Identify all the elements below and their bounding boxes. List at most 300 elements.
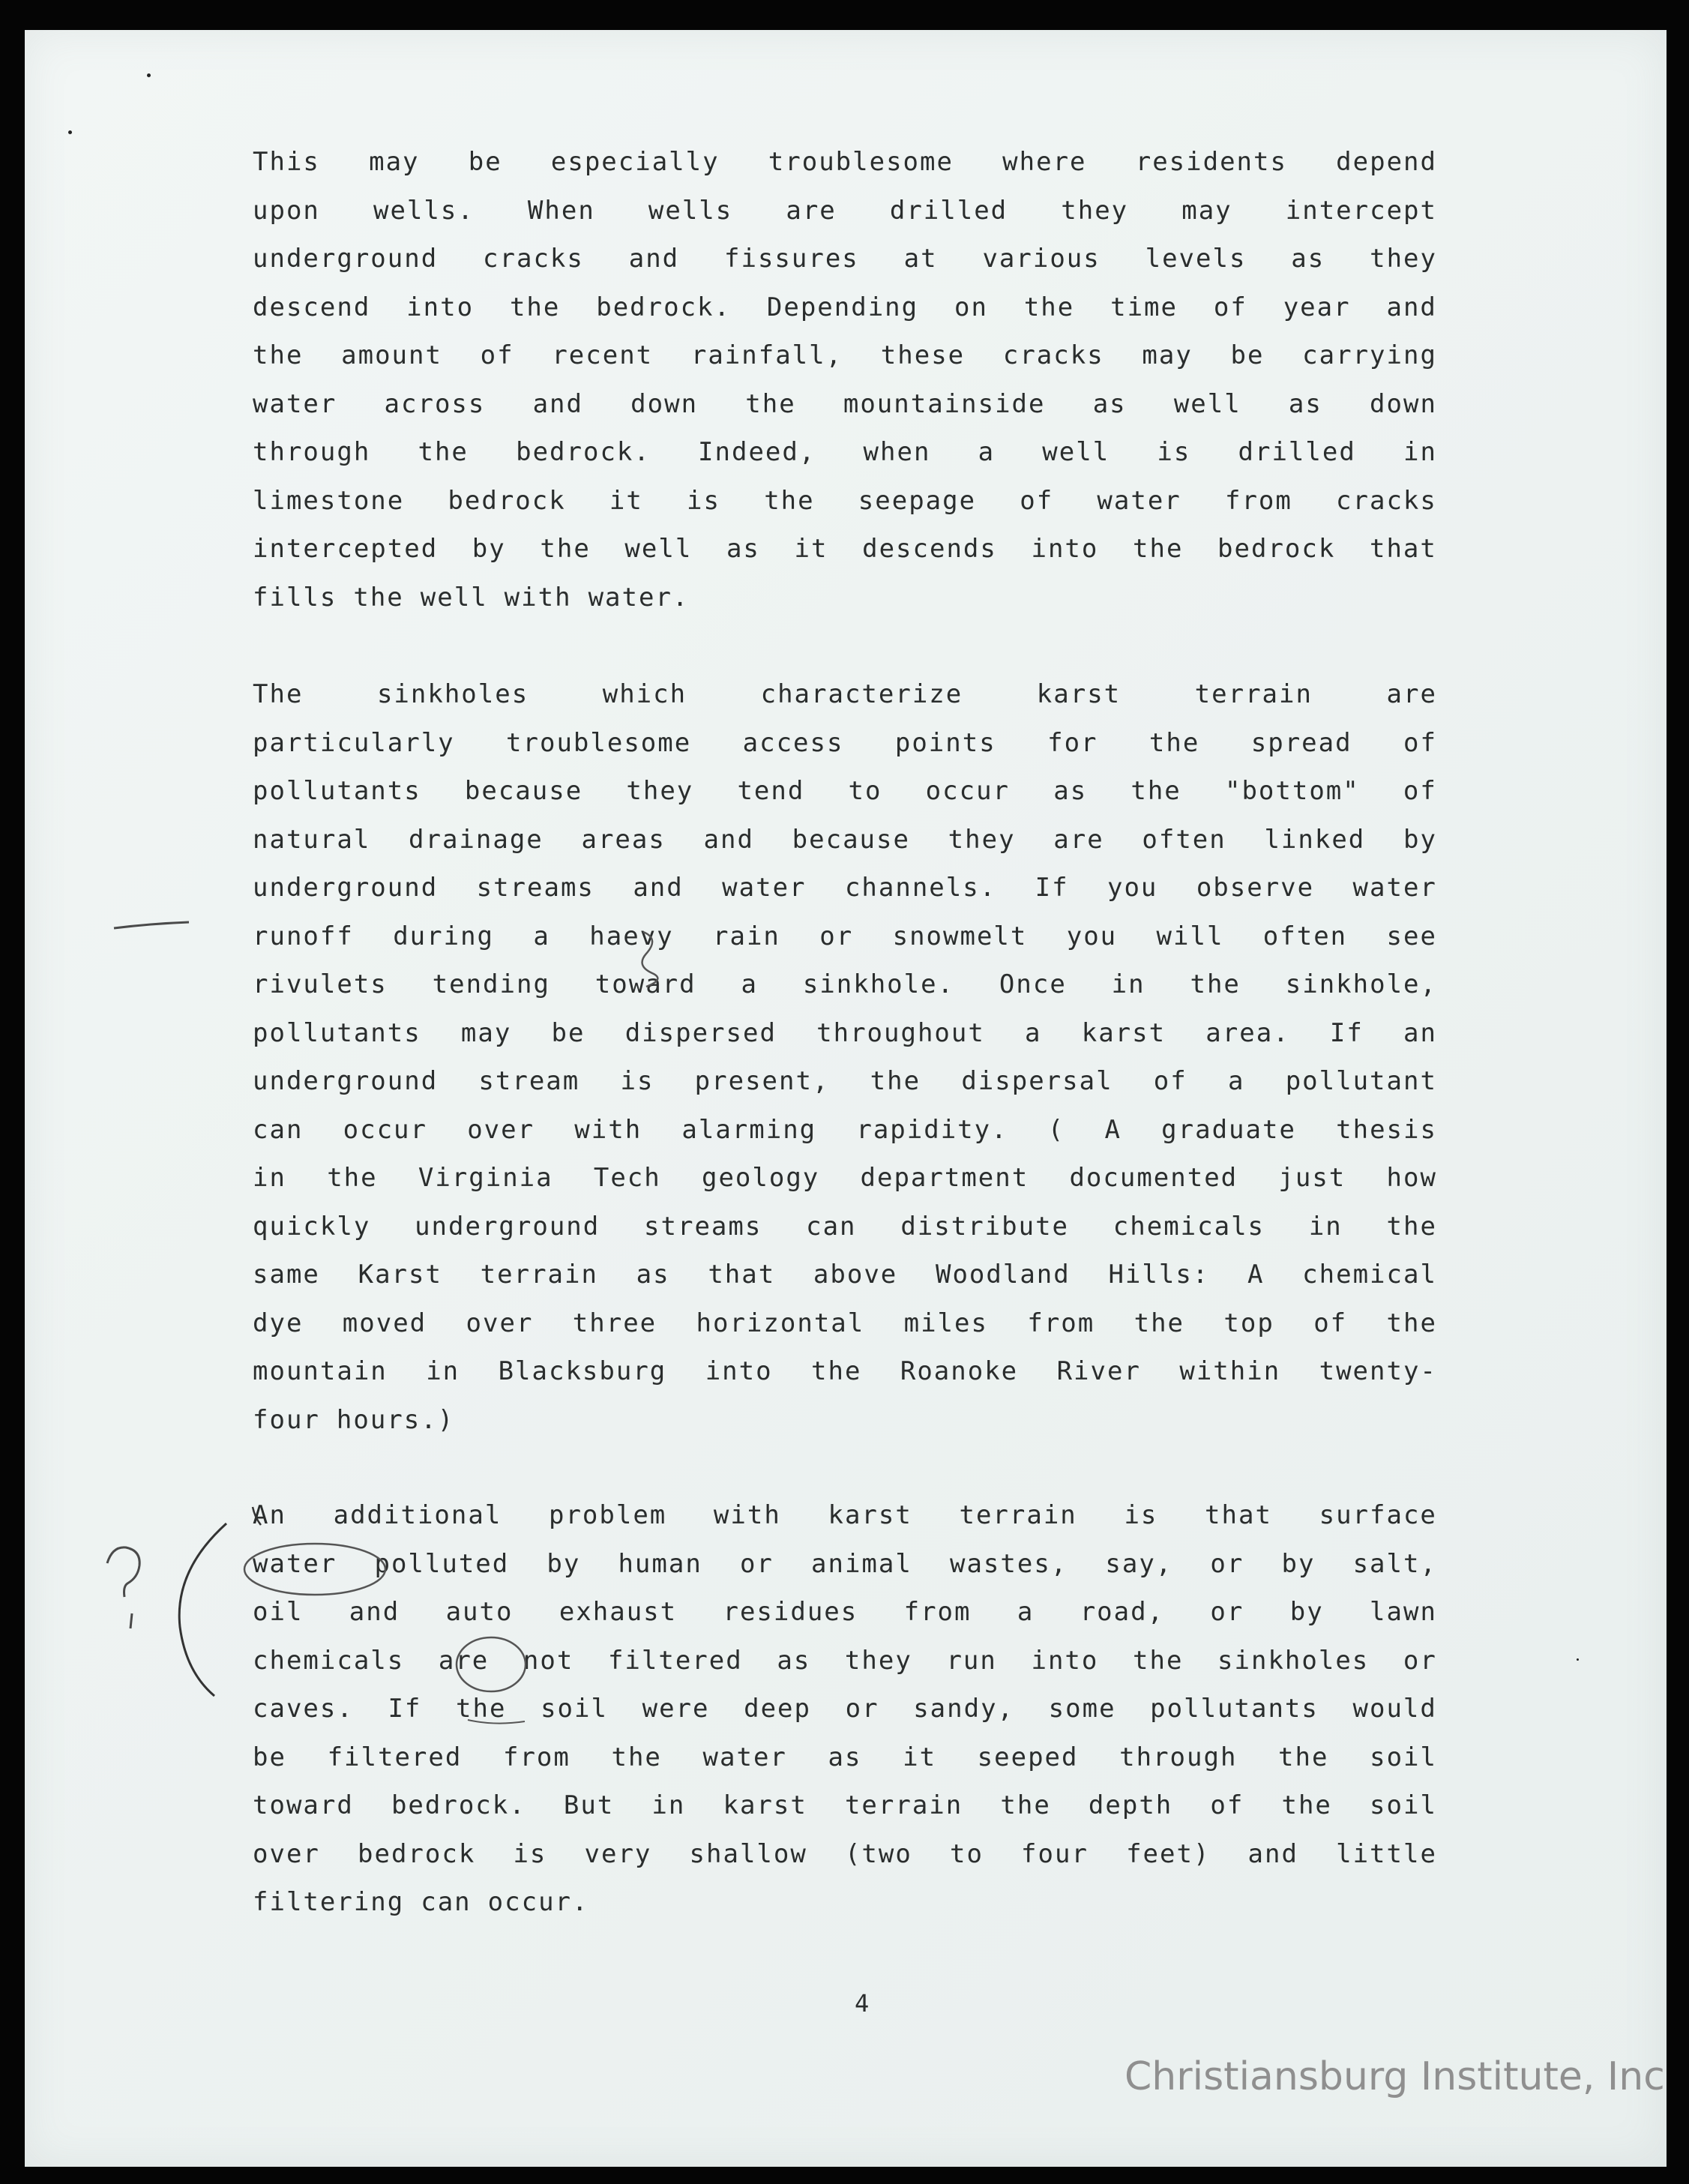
word: they xyxy=(1370,244,1437,274)
word: occur. xyxy=(487,1887,589,1917)
word: the xyxy=(611,1742,662,1772)
word: particularly xyxy=(253,727,455,758)
word: above xyxy=(813,1260,898,1290)
word: the xyxy=(870,1066,921,1096)
word: road, xyxy=(1080,1597,1165,1627)
text-line xyxy=(253,1637,1437,1685)
word: thesis xyxy=(1336,1114,1437,1145)
word: occur xyxy=(925,776,1011,806)
word: haevy xyxy=(589,921,674,951)
word: the xyxy=(1278,1742,1329,1772)
paragraph-wells xyxy=(253,138,1437,622)
word: into xyxy=(705,1356,773,1386)
word: the xyxy=(1133,534,1184,564)
word: toward xyxy=(594,969,696,999)
word: well xyxy=(420,582,488,613)
word: are xyxy=(1053,824,1104,855)
word: moved xyxy=(342,1308,427,1338)
word: water xyxy=(1352,873,1437,903)
word: additional xyxy=(333,1500,502,1530)
word: problem xyxy=(548,1500,667,1530)
word: be xyxy=(551,1017,585,1048)
word: a xyxy=(1025,1017,1042,1048)
text-line xyxy=(253,283,1437,332)
word: is xyxy=(687,485,720,516)
text-line xyxy=(253,1878,1437,1927)
word: linked xyxy=(1264,824,1366,855)
text-line xyxy=(253,912,1437,961)
word: the xyxy=(811,1356,862,1386)
word: the xyxy=(1133,1645,1184,1676)
word: Virginia xyxy=(418,1163,553,1193)
word: the xyxy=(509,292,561,322)
word: sinkhole, xyxy=(1285,969,1437,999)
word: documented xyxy=(1069,1163,1238,1193)
word: Blacksburg xyxy=(498,1356,667,1386)
word: by xyxy=(1289,1597,1324,1627)
word: depth xyxy=(1088,1790,1173,1820)
word: If xyxy=(388,1694,422,1724)
word: the xyxy=(764,485,815,516)
word: for xyxy=(1047,727,1098,758)
word: four xyxy=(1021,1838,1089,1869)
word: drainage xyxy=(409,824,544,855)
word: the xyxy=(1000,1790,1051,1820)
word: as xyxy=(1053,776,1088,806)
word: auto xyxy=(445,1597,514,1627)
text-line xyxy=(253,1491,1437,1540)
text-line xyxy=(253,1733,1437,1782)
word: and xyxy=(628,244,680,274)
word: the xyxy=(1130,776,1181,806)
text-line xyxy=(253,428,1437,477)
word: from xyxy=(903,1597,972,1627)
word: characterize xyxy=(760,679,963,709)
word: intercept xyxy=(1285,195,1437,226)
word: is xyxy=(620,1066,654,1096)
word: or xyxy=(1210,1597,1244,1627)
word: because xyxy=(792,824,910,855)
word: into xyxy=(1031,534,1099,564)
word: you xyxy=(1107,873,1158,903)
text-line xyxy=(253,816,1437,864)
word: the xyxy=(1023,292,1075,322)
word: terrain xyxy=(844,1790,963,1820)
word: where xyxy=(1002,147,1087,177)
word: cracks xyxy=(1002,340,1104,370)
text-line xyxy=(253,1057,1437,1106)
word: alarming xyxy=(681,1114,817,1145)
word: is xyxy=(1157,437,1191,467)
word: bedrock xyxy=(448,485,566,516)
word: often xyxy=(1142,824,1226,855)
page-number: 4 xyxy=(855,1989,870,2018)
text-line xyxy=(253,1830,1437,1879)
word: is xyxy=(513,1838,547,1869)
word: pollutant xyxy=(1285,1066,1437,1096)
word: pollutants xyxy=(1150,1694,1319,1724)
word: they xyxy=(948,824,1016,855)
word: into xyxy=(406,292,475,322)
word: spread xyxy=(1250,727,1352,758)
word: are xyxy=(1386,679,1437,709)
word: A xyxy=(1247,1260,1265,1290)
word: residents xyxy=(1135,147,1287,177)
word: soil xyxy=(1370,1742,1437,1772)
word: by xyxy=(547,1548,581,1579)
word: are xyxy=(438,1645,490,1676)
word: three xyxy=(572,1308,657,1338)
word: down xyxy=(1370,388,1437,419)
word: When xyxy=(527,195,595,226)
word: toward xyxy=(253,1790,354,1820)
word: well xyxy=(1173,388,1241,419)
word: in xyxy=(651,1790,686,1820)
text-line xyxy=(253,1251,1437,1299)
word: A xyxy=(1104,1114,1122,1145)
word: River xyxy=(1056,1356,1141,1386)
word: through xyxy=(253,437,371,467)
word: an xyxy=(1403,1017,1437,1048)
word: into xyxy=(1031,1645,1099,1676)
word: rapidity. xyxy=(856,1114,1008,1145)
word: of xyxy=(1210,1790,1244,1820)
word: as xyxy=(1092,388,1127,419)
word: descends xyxy=(862,534,997,564)
word: time xyxy=(1110,292,1178,322)
word: in xyxy=(1403,437,1437,467)
word: how xyxy=(1386,1163,1437,1193)
word: If xyxy=(1035,873,1069,903)
word: or xyxy=(739,1548,774,1579)
word: can xyxy=(253,1114,304,1145)
word: and xyxy=(532,388,583,419)
word: four xyxy=(253,1404,320,1435)
word: chemicals xyxy=(1113,1211,1265,1242)
word: deep xyxy=(744,1694,811,1724)
word: through xyxy=(1119,1742,1238,1772)
word: sinkhole. xyxy=(802,969,955,999)
word: very xyxy=(584,1838,652,1869)
word: wells xyxy=(648,195,733,226)
word: geology xyxy=(701,1163,820,1193)
word: dispersed xyxy=(624,1017,777,1048)
word: karst xyxy=(1036,679,1122,709)
word: water. xyxy=(588,582,690,613)
word: and xyxy=(633,873,684,903)
text-line xyxy=(253,235,1437,283)
word: a xyxy=(978,437,996,467)
word: residues xyxy=(723,1597,858,1627)
word: see xyxy=(1386,921,1437,951)
word: depend xyxy=(1336,147,1437,177)
word: runoff xyxy=(253,921,354,951)
word: the xyxy=(327,1163,378,1193)
word: rivulets xyxy=(253,969,388,999)
word: often xyxy=(1262,921,1348,951)
word: is xyxy=(1124,1500,1158,1530)
word: cracks xyxy=(483,244,584,274)
word: well xyxy=(1042,437,1110,467)
word: from xyxy=(502,1742,570,1772)
word: they xyxy=(844,1645,912,1676)
word: karst xyxy=(1081,1017,1166,1048)
word: Woodland xyxy=(935,1260,1071,1290)
word: (two xyxy=(844,1838,912,1869)
word: terrain xyxy=(480,1260,598,1290)
word: caves. xyxy=(253,1694,354,1724)
word: hours.) xyxy=(336,1404,455,1435)
word: be xyxy=(468,147,502,177)
word: or xyxy=(845,1694,879,1724)
word: not xyxy=(523,1645,574,1676)
word: the xyxy=(745,388,796,419)
word: surface xyxy=(1319,1500,1437,1530)
word: and xyxy=(1247,1838,1298,1869)
word: descend xyxy=(253,292,371,322)
word: various xyxy=(982,244,1101,274)
word: Indeed, xyxy=(698,437,816,467)
word: of xyxy=(1403,727,1437,758)
word: water xyxy=(253,388,337,419)
text-line xyxy=(253,477,1437,526)
word: tending xyxy=(432,969,550,999)
word: filtering xyxy=(253,1887,405,1917)
text-line xyxy=(253,1299,1437,1348)
word: that xyxy=(708,1260,776,1290)
text-line xyxy=(253,1781,1437,1830)
word: drilled xyxy=(889,195,1008,226)
word: natural xyxy=(253,824,371,855)
word: the xyxy=(1386,1211,1437,1242)
text-line xyxy=(253,187,1437,235)
word: sinkholes xyxy=(376,679,529,709)
word: it xyxy=(794,534,828,564)
text-line xyxy=(253,1685,1437,1733)
word: oil xyxy=(253,1597,304,1627)
word: run xyxy=(946,1645,997,1676)
word: they xyxy=(626,776,694,806)
word: points xyxy=(894,727,996,758)
word: carrying xyxy=(1302,340,1437,370)
text-line xyxy=(253,138,1437,187)
word: of xyxy=(1313,1308,1348,1338)
word: exhaust xyxy=(559,1597,678,1627)
word: lawn xyxy=(1370,1597,1437,1627)
text-line xyxy=(253,1396,1437,1445)
word: the xyxy=(253,340,304,370)
word: seepage xyxy=(858,485,977,516)
word: Hills: xyxy=(1108,1260,1210,1290)
word: of xyxy=(1403,776,1437,806)
word: were xyxy=(642,1694,710,1724)
word: graduate xyxy=(1161,1114,1296,1145)
word: say, xyxy=(1105,1548,1173,1579)
word: as xyxy=(828,1742,862,1772)
word: be xyxy=(1230,340,1265,370)
word: areas xyxy=(581,824,666,855)
word: department xyxy=(860,1163,1029,1193)
word: Depending xyxy=(766,292,919,322)
word: just xyxy=(1278,1163,1346,1193)
word: they xyxy=(1061,195,1129,226)
paragraph-surface-water xyxy=(253,1491,1437,1927)
word: in xyxy=(1308,1211,1343,1242)
word: from xyxy=(1224,485,1292,516)
word: which xyxy=(602,679,687,709)
word: wastes, xyxy=(949,1548,1068,1579)
word: sinkholes xyxy=(1217,1645,1370,1676)
word: terrain xyxy=(1194,679,1313,709)
word: dye xyxy=(253,1308,304,1338)
word: wells. xyxy=(373,195,475,226)
word: troublesome xyxy=(768,147,954,177)
text-line xyxy=(253,1540,1437,1589)
text-line xyxy=(253,380,1437,429)
word: or xyxy=(1403,1645,1437,1676)
word: water xyxy=(253,1548,337,1579)
text-line xyxy=(253,864,1437,912)
text-line xyxy=(253,767,1437,816)
word: area. xyxy=(1205,1017,1290,1048)
word: underground xyxy=(253,244,439,274)
text-line xyxy=(253,719,1437,768)
word: by xyxy=(1403,824,1437,855)
word: quickly xyxy=(253,1211,371,1242)
word: on xyxy=(954,292,988,322)
word: Tech xyxy=(593,1163,661,1193)
word: these xyxy=(880,340,966,370)
word: of xyxy=(1213,292,1247,322)
word: ( xyxy=(1047,1114,1065,1145)
word: can xyxy=(806,1211,857,1242)
word: will xyxy=(1156,921,1224,951)
word: or xyxy=(1210,1548,1244,1579)
text-line xyxy=(253,960,1437,1009)
word: throughout xyxy=(816,1017,985,1048)
word: and xyxy=(1386,292,1437,322)
word: the xyxy=(1281,1790,1332,1820)
word: are xyxy=(786,195,837,226)
word: over xyxy=(467,1114,535,1145)
word: Roanoke xyxy=(900,1356,1019,1386)
word: a xyxy=(1017,1597,1035,1627)
text-line xyxy=(253,525,1437,574)
word: rain xyxy=(713,921,780,951)
word: may xyxy=(369,147,420,177)
word: levels xyxy=(1145,244,1247,274)
watermark: Christiansburg Institute, Inc xyxy=(1125,2054,1665,2099)
word: the xyxy=(1190,969,1241,999)
word: water xyxy=(722,873,807,903)
word: salt, xyxy=(1352,1548,1437,1579)
word: amount xyxy=(341,340,442,370)
word: in xyxy=(1111,969,1145,999)
word: upon xyxy=(253,195,320,226)
word: the xyxy=(540,534,591,564)
word: miles xyxy=(903,1308,988,1338)
word: of xyxy=(480,340,514,370)
word: pollutants xyxy=(253,776,421,806)
word: bedrock. xyxy=(516,437,651,467)
word: karst xyxy=(723,1790,807,1820)
word: Once xyxy=(999,969,1067,999)
paragraph-sinkholes xyxy=(253,670,1437,1444)
word: the xyxy=(1386,1308,1437,1338)
word: a xyxy=(741,969,758,999)
text-line xyxy=(253,670,1437,719)
word: bedrock xyxy=(358,1838,476,1869)
word: over xyxy=(466,1308,534,1338)
word: shallow xyxy=(689,1838,807,1869)
word: feet) xyxy=(1126,1838,1211,1869)
word: terrain xyxy=(959,1500,1077,1530)
word: underground xyxy=(253,873,439,903)
text-line xyxy=(253,1347,1437,1396)
word: filtered xyxy=(327,1742,463,1772)
word: underground xyxy=(415,1211,600,1242)
word: bedrock xyxy=(1217,534,1336,564)
word: pollutants xyxy=(253,1017,421,1048)
word: But xyxy=(563,1790,615,1820)
word: may xyxy=(1181,195,1232,226)
word: especially xyxy=(550,147,720,177)
word: of xyxy=(1020,485,1054,516)
word: a xyxy=(533,921,550,951)
word: and xyxy=(703,824,754,855)
word: occur xyxy=(343,1114,427,1145)
word: present, xyxy=(694,1066,830,1096)
word: An xyxy=(253,1500,286,1530)
word: top xyxy=(1223,1308,1274,1338)
word: some xyxy=(1048,1694,1116,1724)
word: polluted xyxy=(374,1548,510,1579)
word: chemicals xyxy=(253,1645,405,1676)
word: that xyxy=(1369,534,1437,564)
word: because xyxy=(464,776,583,806)
word: during xyxy=(393,921,495,951)
word: tend xyxy=(737,776,805,806)
word: year xyxy=(1283,292,1351,322)
word: filtered xyxy=(607,1645,743,1676)
word: may xyxy=(1142,340,1193,370)
word: animal xyxy=(811,1548,912,1579)
text-line xyxy=(253,331,1437,380)
word: intercepted xyxy=(253,534,439,564)
word: twenty- xyxy=(1319,1356,1437,1386)
word: at xyxy=(903,244,938,274)
word: with xyxy=(574,1114,642,1145)
word: dispersal xyxy=(961,1066,1113,1096)
word: channels. xyxy=(844,873,997,903)
word: troublesome xyxy=(506,727,692,758)
paper-speck xyxy=(1577,1658,1579,1661)
word: it xyxy=(903,1742,937,1772)
word: same xyxy=(253,1260,320,1290)
word: drilled xyxy=(1238,437,1356,467)
word: as xyxy=(1288,388,1322,419)
word: bedrock. xyxy=(391,1790,526,1820)
word: be xyxy=(253,1742,286,1772)
word: by xyxy=(472,534,506,564)
word: "bottom" xyxy=(1224,776,1360,806)
text-line xyxy=(253,1203,1437,1251)
word: as xyxy=(777,1645,811,1676)
text-line xyxy=(253,1009,1437,1058)
word: in xyxy=(426,1356,460,1386)
word: as xyxy=(636,1260,670,1290)
word: the xyxy=(1148,727,1200,758)
